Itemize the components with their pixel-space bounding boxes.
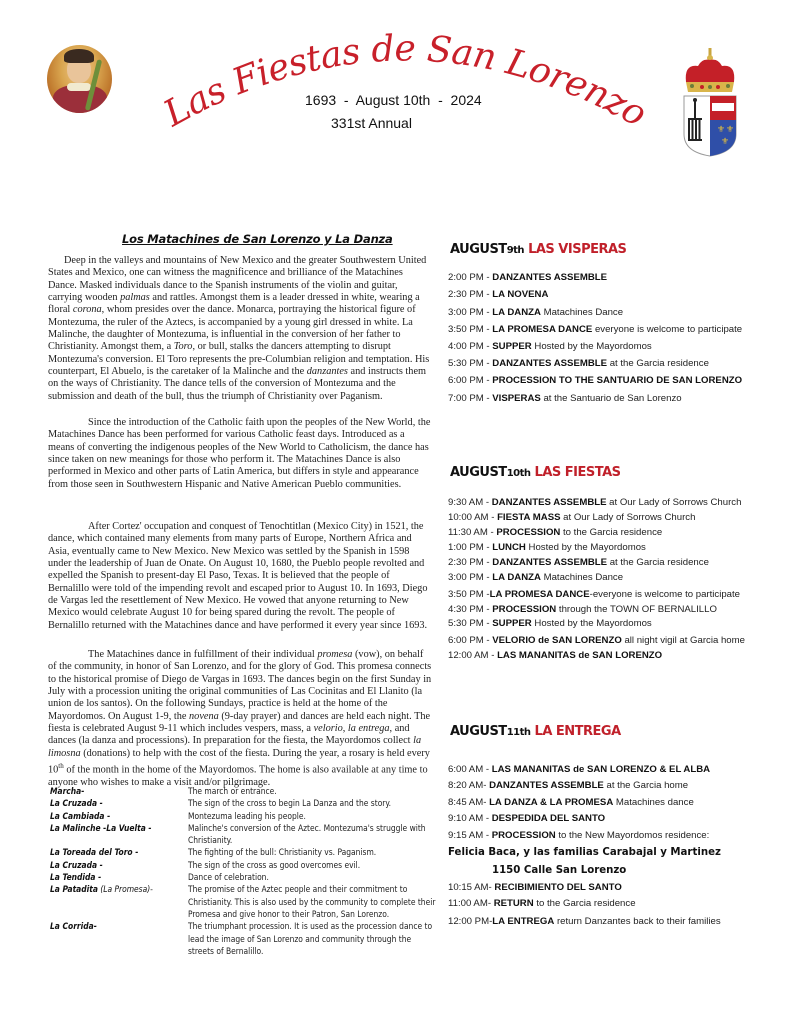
- schedule-event: [448, 511, 788, 526]
- event-title: LA NOVENA: [492, 289, 549, 301]
- dance-row: [50, 846, 440, 858]
- event-detail: Matachines Dance: [540, 571, 624, 583]
- event-title: LAS MANANITAS de SAN LORENZO & EL ALBA: [491, 764, 711, 775]
- event-time: 12:00 AM -: [448, 650, 498, 662]
- schedule-event: [448, 304, 788, 321]
- emphasized-term: la limosna: [48, 735, 422, 759]
- day-name: LAS FIESTAS: [534, 465, 621, 480]
- event-detail: return Danzantes back to their families: [554, 915, 721, 927]
- event-detail: -everyone is welcome to participate: [589, 588, 740, 600]
- event-time: 2:30 PM -: [448, 289, 493, 301]
- schedule-event: [448, 762, 788, 778]
- paragraph-text: and instructs them on the ways of Christianity. The dance tells of the conversion of Montezuma and the submission and death of the bull, thus the triumph of Christianity over Paganism.: [48, 366, 427, 402]
- schedule-event: [448, 649, 788, 664]
- dance-row: [50, 871, 440, 883]
- day-month: AUGUST: [450, 465, 507, 480]
- dance-row: [50, 859, 440, 871]
- dance-name-text: La Toreada del Toro -: [50, 847, 139, 858]
- event-title: LUNCH: [492, 541, 526, 553]
- emphasized-term: novena: [189, 710, 219, 722]
- event-time: 3:50 PM -: [448, 588, 490, 600]
- event-time: 11:30 AM -: [448, 526, 497, 538]
- event-detail: Hosted by the Mayordomos: [531, 340, 652, 352]
- dance-name: [50, 785, 188, 797]
- schedule-event: [448, 338, 788, 355]
- emphasized-term: velorio: [313, 723, 343, 735]
- schedule-event: [448, 778, 788, 794]
- schedule-event: [448, 556, 788, 571]
- emphasized-term: Toro: [173, 341, 193, 353]
- event-title: RETURN: [493, 898, 534, 910]
- dance-description: The sign of the cross to begin La Danza and the story.: [188, 798, 392, 809]
- schedule-event: [448, 494, 748, 511]
- schedule-event: [448, 355, 788, 372]
- event-title: LA DANZA: [492, 306, 541, 318]
- event-time: 4:00 PM -: [448, 340, 493, 352]
- day-month: AUGUST: [450, 242, 507, 257]
- event-time: 10:00 AM -: [448, 512, 498, 523]
- dance-description: The fighting of the bull: Christianity vs. Paganism.: [188, 847, 377, 858]
- dance-description: The march or entrance.: [188, 786, 277, 796]
- event-title: LA DANZA: [492, 571, 541, 583]
- event-title: PROCESSION: [492, 603, 557, 615]
- event-time: 6:00 PM -: [448, 635, 493, 647]
- dance-name-alias: (La Promesa): [97, 884, 151, 895]
- day-name: LAS VISPERAS: [528, 242, 627, 257]
- emphasized-term: danzantes: [306, 366, 348, 378]
- schedule-event: [448, 390, 788, 407]
- schedule-list-aug10: [448, 494, 788, 664]
- day-heading-aug10: [450, 465, 621, 480]
- paragraph-text: th: [58, 762, 64, 771]
- event-detail: at Our Lady of Sorrows Church: [560, 512, 696, 523]
- event-detail: Matachines Dance: [540, 306, 624, 318]
- dance-name-text: La Corrida-: [50, 921, 97, 932]
- schedule-event: [448, 286, 788, 303]
- event-time: 3:00 PM -: [448, 306, 493, 318]
- dance-description: The triumphant procession. It is used as the procession dance to lead the image of San Lorenzo and community through the streets of Bernalillo.: [188, 921, 433, 956]
- dance-description: Malinche's conversion of the Aztec. Montezuma's struggle with Christianity.: [188, 822, 426, 846]
- dance-description: The sign of the cross as good overcomes evil.: [188, 859, 361, 870]
- event-time: 7:00 PM -: [448, 392, 493, 404]
- paragraph-text: , or bull, stalks the dancers attempting to disrupt Montezuma's conversion. El Toro represents the pre-Columbian religion and temptation. His counterpart, El Abuelo, is the caretaker of la Malinche and the: [48, 341, 430, 378]
- dance-name-tail: -: [150, 884, 153, 895]
- portrait-hair: [64, 49, 94, 63]
- day-heading-aug11: [450, 724, 621, 739]
- event-time: 6:00 AM -: [448, 764, 492, 775]
- event-title: FIESTA MASS: [497, 512, 561, 523]
- event-title: VELORIO de SAN LORENZO: [492, 635, 622, 647]
- event-title: LA PROMESA DANCE: [492, 323, 593, 335]
- event-detail: to the Garcia residence: [560, 526, 663, 538]
- schedule-event: [448, 828, 788, 844]
- shield-icon: [684, 96, 736, 156]
- title-text: Las Fiestas de San Lorenzo: [157, 28, 653, 135]
- event-time: 4:30 PM -: [448, 603, 493, 615]
- dance-name: [50, 846, 188, 858]
- svg-text:⚜: ⚜: [726, 125, 735, 135]
- dance-name: [50, 859, 188, 871]
- schedule-event: [448, 880, 788, 896]
- event-time: 6:00 PM -: [448, 375, 493, 387]
- paragraph-text: (donations) to help with the cost of the fiesta. During the year, a rosary is held every 10: [48, 747, 430, 776]
- paragraph-body: [48, 649, 432, 789]
- schedule-event: [448, 586, 748, 603]
- paragraph-text: The Matachines dance in fulfillment of their individual: [88, 649, 318, 660]
- event-time: 9:15 AM -: [448, 829, 492, 841]
- subtitle-annual: 331st Annual: [331, 115, 412, 131]
- paragraph-text: and rattles. Amongst them is a leader dressed in white, wearing a floral: [48, 292, 420, 316]
- event-title: DANZANTES ASSEMBLE: [492, 358, 608, 370]
- event-time: 3:50 PM -: [448, 323, 493, 335]
- event-time: 8:45 AM-: [448, 796, 490, 808]
- dance-row: [50, 810, 440, 822]
- dance-row: [50, 920, 440, 957]
- new-mayordomos-names: Felicia Baca, y las familias Carabajal y Martinez: [448, 847, 721, 859]
- event-time: 2:00 PM -: [448, 272, 493, 283]
- paragraph-text: ,: [342, 723, 348, 735]
- event-title: VISPERAS: [492, 392, 541, 404]
- history-heading: Los Matachines de San Lorenzo y La Danza: [122, 232, 393, 246]
- event-title: PROCESSION: [496, 526, 561, 538]
- schedule-event: [448, 571, 788, 586]
- svg-text:⚜: ⚜: [717, 125, 726, 135]
- schedule-event: [448, 913, 748, 930]
- dance-name: [50, 920, 188, 957]
- event-title: SUPPER: [492, 340, 532, 352]
- event-time: 12:00 PM-: [448, 915, 493, 927]
- paragraph-text: , and dances (la danza and processions). In preparation for the fiesta, the Mayordomos collect: [48, 723, 414, 747]
- dance-row: [50, 797, 440, 809]
- svg-text:⚜: ⚜: [721, 137, 730, 147]
- dance-name-text: La Tendida -: [50, 872, 102, 883]
- event-detail: at the Garcia residence: [607, 556, 709, 568]
- day-number: 10th: [506, 468, 531, 479]
- event-title: DANZANTES ASSEMBLE: [491, 497, 607, 508]
- schedule-list-aug9: [448, 269, 788, 407]
- day-heading-aug9: [450, 242, 626, 257]
- schedule-event: [448, 603, 788, 618]
- event-title: DESPEDIDA DEL SANTO: [491, 813, 606, 825]
- history-paragraph: [48, 255, 432, 403]
- dance-name-text: La Cruzada -: [50, 798, 103, 809]
- schedule-event: [448, 795, 788, 811]
- event-time: 9:10 AM -: [448, 813, 492, 825]
- event-detail: all night vigil at Garcia home: [621, 635, 745, 647]
- schedule-event: [448, 896, 788, 912]
- event-detail: everyone is welcome to participate: [592, 323, 743, 335]
- paragraph-text: (vow), on behalf of the community, in honor of San Lorenzo, and for the glory of God. This promesa connects to the historical promise of Diego de Vargas in 1693. The dances begin on the first Sunday in July with a procession uniting the original communities of Las Cocinitas and El Llanito (la union de los santos). On the following Sundays, practice is held at the home of the Mayordomos. On August 1-9, the: [48, 649, 432, 722]
- dance-description: The promise of the Aztec people and their commitment to Christianity. This is also used by the community to complete their Promesa and give honor to their Patron, San Lorenzo.: [188, 884, 436, 919]
- dance-name-text: La Malinche -La Vuelta -: [50, 822, 152, 833]
- event-detail: Hosted by the Mayordomos: [525, 541, 646, 553]
- dance-name: [50, 797, 188, 809]
- event-detail: Hosted by the Mayordomos: [531, 618, 652, 630]
- event-title: LAS MANANITAS de SAN LORENZO: [497, 650, 663, 662]
- event-time: 11:00 AM-: [448, 898, 494, 910]
- event-title: SUPPER: [492, 618, 532, 630]
- schedule-list-aug11: [448, 762, 788, 930]
- event-time: 9:30 AM -: [448, 497, 492, 508]
- event-detail: through the TOWN OF BERNALILLO: [556, 603, 717, 615]
- paragraph-text: , whom presides over the dance. Monarca, portraying the historical figure of Montezuma, the ruler of the Aztecs, is accompanied by a young girl dressed in white. La Malinche, the daughter of Montezuma, is influential in the conversion of her father to Christianity. Amongst them, a: [48, 304, 416, 353]
- paragraph-body: [48, 521, 432, 632]
- history-paragraph: [48, 649, 432, 789]
- schedule-event: [448, 321, 748, 338]
- event-detail: at the Garcia home: [603, 780, 689, 792]
- event-title: LA PROMESA DANCE: [489, 588, 590, 600]
- day-number: 11th: [506, 727, 531, 738]
- event-time: 8:20 AM-: [448, 780, 490, 792]
- event-title: PROCESSION: [491, 829, 556, 841]
- schedule-event: [448, 632, 748, 649]
- event-detail: at the Santuario de San Lorenzo: [540, 392, 682, 404]
- dance-description: Dance of celebration.: [188, 872, 269, 883]
- dance-row: [50, 785, 440, 797]
- event-time: 5:30 PM -: [448, 358, 493, 370]
- dance-name: [50, 810, 188, 822]
- dance-row: [50, 822, 440, 847]
- paragraph-text: (9-day prayer) and dances are held each night. The fiesta is celebrated August 9-11 which includes vespers, mass, a: [48, 710, 431, 735]
- schedule-event: [448, 811, 788, 827]
- event-detail: to the Garcia residence: [533, 898, 636, 910]
- paragraph-text: Deep in the valleys and mountains of New Mexico and the greater Southwestern United States and Mexico, one can witness the magnificence and brilliance of the Matachines Dance. Masked individuals dance to the Spanish instruments of the violin and guitar, carrying wooden: [48, 255, 427, 304]
- dance-description: Montezuma leading his people.: [188, 810, 306, 821]
- subtitle-dates: 1693 - August 10th - 2024: [305, 92, 482, 108]
- emphasized-term: corona: [72, 304, 102, 316]
- schedule-event: [448, 269, 788, 286]
- event-detail: Matachines dance: [613, 796, 694, 808]
- dance-name: [50, 822, 188, 847]
- schedule-event: [448, 526, 788, 541]
- history-paragraph: [48, 521, 432, 632]
- saint-lorenzo-portrait: [47, 45, 112, 113]
- event-time: 10:15 AM-: [448, 882, 495, 894]
- event-time: 1:00 PM -: [448, 541, 493, 553]
- dance-glossary: [50, 785, 440, 957]
- dance-name-text: La Cruzada -: [50, 859, 103, 870]
- emphasized-term: promesa: [317, 649, 353, 660]
- event-detail: to the New Mayordomos residence:: [555, 829, 710, 841]
- event-title: PROCESSION TO THE SANTUARIO DE SAN LORENZO: [492, 375, 743, 387]
- paragraph-text: Since the introduction of the Catholic faith upon the peoples of the New World, the Matachines Dance has been performed for various Catholic feast days. Introduced as a means of converting the indigenous peoples of the New World to Catholicism, the dance has since taken on new meanings for those who perform it. The Matachines Dance is also performed in Mexico and other parts of Latin America, but differs in style and appearance from those seen in Southwestern Hispanic and Native American Pueblo communities.: [48, 417, 431, 490]
- event-title: DANZANTES ASSEMBLE: [492, 272, 608, 283]
- schedule-event: [448, 372, 788, 389]
- event-detail: at Our Lady of Sorrows Church: [606, 497, 742, 508]
- event-time: 2:30 PM -: [448, 556, 493, 568]
- paragraph-text: of the month in the home of the Mayordomos. The home is also available at any time to anyone who wishes to make a visit and/or pilgrimage.: [48, 764, 428, 788]
- portrait-collar: [67, 83, 91, 91]
- dance-name-text: La Patadita: [50, 884, 98, 895]
- event-title: LA ENTREGA: [492, 915, 555, 927]
- paragraph-body: [48, 417, 432, 491]
- schedule-event: [448, 541, 788, 556]
- day-number: 9th: [506, 245, 525, 256]
- dance-name: [50, 871, 188, 883]
- event-time: 3:00 PM -: [448, 571, 493, 583]
- coat-of-arms-icon: [680, 46, 740, 158]
- crown-icon: [686, 48, 735, 92]
- dance-row: [50, 883, 440, 920]
- dance-name-text: Marcha-: [50, 786, 85, 796]
- history-paragraph: [48, 417, 432, 491]
- day-name: LA ENTREGA: [534, 724, 621, 739]
- schedule-event: [448, 617, 788, 632]
- new-mayordomos-address: 1150 Calle San Lorenzo: [492, 865, 627, 877]
- dance-name-text: La Cambiada -: [50, 810, 111, 821]
- event-title: LA DANZA & LA PROMESA: [489, 796, 614, 808]
- emphasized-term: palmas: [120, 292, 150, 304]
- event-time: 5:30 PM -: [448, 618, 493, 630]
- emphasized-term: la entrega: [347, 723, 390, 735]
- day-month: AUGUST: [450, 724, 507, 739]
- paragraph-body: [48, 255, 432, 403]
- event-title: DANZANTES ASSEMBLE: [492, 556, 608, 568]
- dance-name: [50, 883, 188, 920]
- event-title: DANZANTES ASSEMBLE: [489, 780, 604, 792]
- event-title: RECIBIMIENTO DEL SANTO: [494, 882, 622, 894]
- paragraph-text: After Cortez' occupation and conquest of Tenochtitlan (Mexico City) in 1521, the dance, which contained many elements from many parts of Europe, Northern Africa and Asia, eventually came to New Mexico. New Mexico was settled by the Spanish in 1598 under the leadership of Juan de Onate. On August 10, 1680, the Pueblo people revolted and expelled the Spanish to present-day El Paso, Texas. It is believed that the people of Bernalillo were told of the impending revolt and escaped prior to August 10. In 1693, Diego de Vargas led the resettlement of New Mexico. He vowed that anyone returning to New Mexico would celebrate August 10 for being spared during the revolt. The people of Bernalillo returned with the Matachines dance and have performed it every year since 1693.: [48, 521, 428, 631]
- event-detail: at the Garcia residence: [607, 358, 709, 370]
